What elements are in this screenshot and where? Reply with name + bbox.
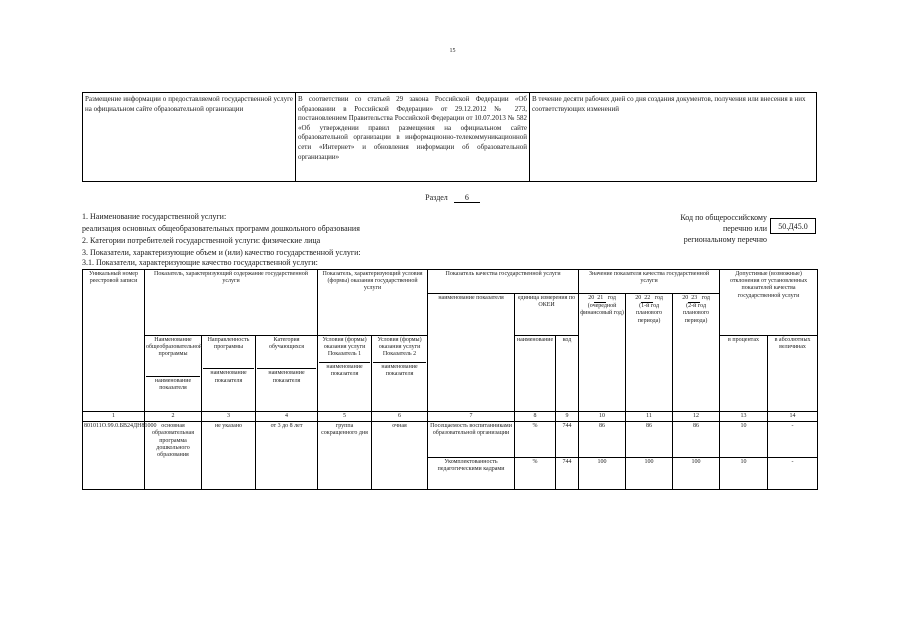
colnum-2: 2: [145, 412, 202, 422]
condition-2-value: очная: [372, 422, 428, 490]
header-registry-number: Уникальный номер реестровой записи: [83, 270, 145, 412]
page-number: 15: [449, 48, 456, 54]
subheader-percent: в процентах: [720, 336, 768, 412]
colnum-5: 5: [318, 412, 372, 422]
colnum-1: 1: [83, 412, 145, 422]
publication-content-cell: В соответствии со статьей 29 закона Российской Федерации «Об образовании в Российской Федерации» от 29.12.2012 № 273, постановлением Правительства Российской Федерации от 10.07.2013 № 582 «Об утверждении правил размещения на официальном сайте образовательной организации в информационно-телекоммуникационной сети «Интернет» и обновления информации об образовательной организации»: [296, 93, 530, 181]
colnum-8: 8: [515, 412, 556, 422]
colnum-10: 10: [579, 412, 626, 422]
subheader-unit-code: код: [556, 336, 579, 412]
header-year-3: [673, 294, 720, 412]
header-year-2: [626, 294, 673, 412]
subheader-condition-2-text: Условия (формы) оказания услуги Показатель 2: [377, 337, 422, 358]
deviation-absolute: -: [768, 422, 818, 458]
year1-prefix: 20: [588, 295, 595, 301]
info-publication-table: [82, 92, 817, 182]
indicator-value-year-1: 100: [579, 458, 626, 490]
deviation-percent: 10: [720, 458, 768, 490]
okved-label-line3: региональному перечню: [683, 235, 767, 244]
year3-suffix: год: [701, 295, 710, 301]
header-indicator-values: Значение показателя качества государственной услуги: [579, 270, 720, 294]
subheader-direction: [202, 336, 256, 412]
indicator-code: 744: [556, 458, 579, 490]
subheader-program: [145, 336, 202, 412]
year2-prefix: 20: [635, 295, 642, 301]
service-name-value: реализация основных общеобразовательных программ дошкольного образования: [82, 224, 360, 233]
subheader-program-caption: наименование показателя: [146, 376, 200, 392]
colnum-3: 3: [202, 412, 256, 422]
year1-value: 21: [594, 295, 606, 303]
header-conditions-indicator: Показатель, характеризующий условия (формы) оказания государственной услуги: [318, 270, 428, 336]
condition-1-value: группа сокращенного дня: [318, 422, 372, 490]
colnum-9: 9: [556, 412, 579, 422]
subheader-program-text: Наименование общеобразовательной программы: [146, 337, 203, 358]
quality-indicators-table: [82, 269, 818, 490]
header-year-1: [579, 294, 626, 412]
okved-label-line2: перечню или: [722, 224, 767, 233]
header-indicator-name: наименование показателя: [428, 294, 515, 412]
header-quality-indicator: Показатель качества государственной услуги: [428, 270, 579, 294]
header-allowed-deviation: Допустимые (возможные) отклонения от установленных показателей качества государственной услуги: [720, 270, 818, 336]
colnum-13: 13: [720, 412, 768, 422]
section-number: 6: [454, 193, 480, 203]
subheader-direction-caption: наименование показателя: [203, 368, 254, 384]
quality-indicators-heading: 3.1. Показатели, характеризующие качество государственной услуги:: [82, 258, 318, 267]
subheader-absolute: в абсолютных величинах: [768, 336, 818, 412]
indicator-name: Укомплектованность педагогическими кадрами: [428, 458, 515, 490]
indicator-value-year-2: 100: [626, 458, 673, 490]
indicator-value-year-1: 86: [579, 422, 626, 458]
year3-prefix: 20: [682, 295, 689, 301]
okved-label-line1: Код по общероссийскому: [680, 213, 767, 222]
year3-note: (2-й год планового периода): [682, 303, 710, 324]
header-unit-okei: единица измерения по ОКЕИ: [515, 294, 579, 336]
indicator-value-year-3: 100: [673, 458, 720, 490]
indicator-name: Посещаемость воспитанниками образовательной организации: [428, 422, 515, 458]
colnum-4: 4: [256, 412, 318, 422]
subheader-category: [256, 336, 318, 412]
colnum-6: 6: [372, 412, 428, 422]
colnum-11: 11: [626, 412, 673, 422]
okved-code-box: 50.Д45.0: [770, 218, 816, 234]
indicator-code: 744: [556, 422, 579, 458]
header-content-indicator: Показатель, характеризующий содержание государственной услуги: [145, 270, 318, 336]
subheader-unit-name: наименование: [515, 336, 556, 412]
deviation-percent: 10: [720, 422, 768, 458]
publication-frequency-cell: В течение десяти рабочих дней со дня создания документов, получения или внесения в них соответствующих изменений: [532, 95, 806, 113]
colnum-7: 7: [428, 412, 515, 422]
section-heading: [0, 193, 905, 203]
indicator-unit: %: [515, 458, 556, 490]
colnum-14: 14: [768, 412, 818, 422]
column-numbers-row: [83, 412, 818, 422]
subheader-category-caption: наименование показателя: [257, 368, 316, 384]
year1-note: (очередной финансовый год): [580, 303, 624, 317]
indicators-heading: 3. Показатели, характеризующие объем и (или) качество государственной услуги:: [82, 248, 361, 257]
consumer-category: 2. Категории потребителей государственной услуги: физические лица: [82, 236, 321, 245]
indicator-value-year-2: 86: [626, 422, 673, 458]
subheader-condition-1-text: Условия (формы) оказания услуги Показатель 1: [322, 337, 367, 358]
year1-suffix: год: [607, 295, 616, 301]
program-direction: не указано: [202, 422, 256, 490]
indicator-value-year-3: 86: [673, 422, 720, 458]
student-category: от 3 до 8 лет: [256, 422, 318, 490]
colnum-12: 12: [673, 412, 720, 422]
deviation-absolute: -: [768, 458, 818, 490]
service-name-label: 1. Наименование государственной услуги:: [82, 212, 227, 221]
okved-label: [567, 212, 767, 245]
subheader-condition-2: [372, 336, 428, 412]
program-name: основная образовательная программа дошкольного образования: [145, 422, 202, 490]
indicator-unit: %: [515, 422, 556, 458]
table-row: [83, 422, 818, 458]
year2-value: 22: [641, 295, 653, 303]
subheader-condition-2-caption: наименование показателя: [373, 362, 426, 378]
year2-suffix: год: [654, 295, 663, 301]
publication-method-cell: Размещение информации о предоставляемой государственной услуге на официальном сайте образовательной организации: [83, 93, 296, 181]
year2-note: (1-й год планового периода): [635, 303, 663, 324]
registry-number: 801011О.99.0.БВ24ДН81000: [83, 422, 145, 490]
subheader-condition-1-caption: наименование показателя: [319, 362, 370, 378]
subheader-direction-text: Направленность программы: [207, 337, 250, 351]
subheader-category-text: Категория обучающихся: [268, 337, 305, 351]
year3-value: 23: [688, 295, 700, 303]
section-label: Раздел: [425, 193, 448, 202]
subheader-condition-1: [318, 336, 372, 412]
